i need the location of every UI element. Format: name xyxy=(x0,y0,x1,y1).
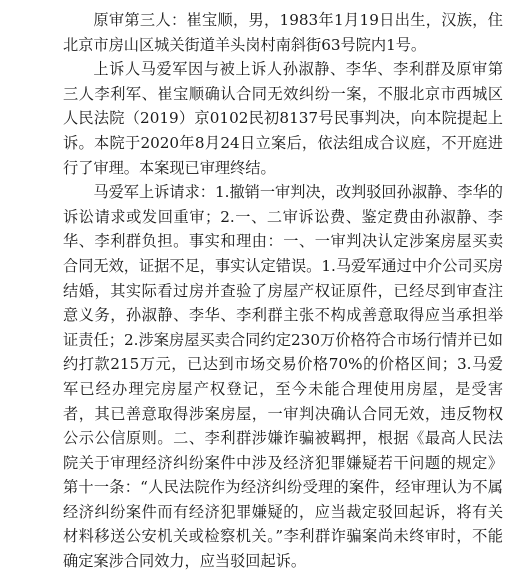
paragraph-third-party: 原审第三人：崔宝顺，男，1983年1月19日出生，汉族，住北京市房山区城关街道羊头岗村南斜街63号院内1号。 xyxy=(63,11,503,54)
paragraph-appeal-request: 马爱军上诉请求：1.撤销一审判决，改判驳回孙淑静、李华的诉讼请求或发回重审；2.一、二审诉讼费、鉴定费由孙淑静、李华、李利群负担。事实和理由：一、一审判决认定涉案房屋买卖合同无效，证据不足，事实认定错误。1.马爱军通过中介公司买房结婚，其实际看过房并查验了房屋产权证原件，已经尽到审查注意义务，孙淑静、李华、李利群主张不构成善意取得应当承担举证责任；2.涉案房屋买卖合同约定230万价格符合市场行情并已如约打款215万元，已达到市场交易价格70%的价格区间；3.马爱军已经办理完房屋产权登记，至今未能合理使用房屋，是受害者，其已善意取得涉案房屋，一审判决确认合同无效，违反物权公示公信原则。二、李利群涉嫌诈骗被羁押，根据《最高人民法院关于审理经济纠纷案件中涉及经济犯罪嫌疑若干问题的规定》第十一条：“人民法院作为经济纠纷受理的案件，经审理认为不属经济纠纷案件而有经济犯罪嫌疑的，应当裁定驳回起诉，将有关材料移送公安机关或检察机关。”李利群诈骗案尚未终审时，不能确定案涉合同效力，应当驳回起诉。 xyxy=(63,183,503,571)
paragraph-case-background: 上诉人马爱军因与被上诉人孙淑静、李华、李利群及原审第三人李利军、崔宝顺确认合同无效纠纷一案，不服北京市西城区人民法院（2019）京0102民初8137号民事判决，向本院提起上诉。本院于2020年8月24日立案后，依法组成合议庭，不开庭进行了审理。本案现已审理终结。 xyxy=(63,60,503,177)
